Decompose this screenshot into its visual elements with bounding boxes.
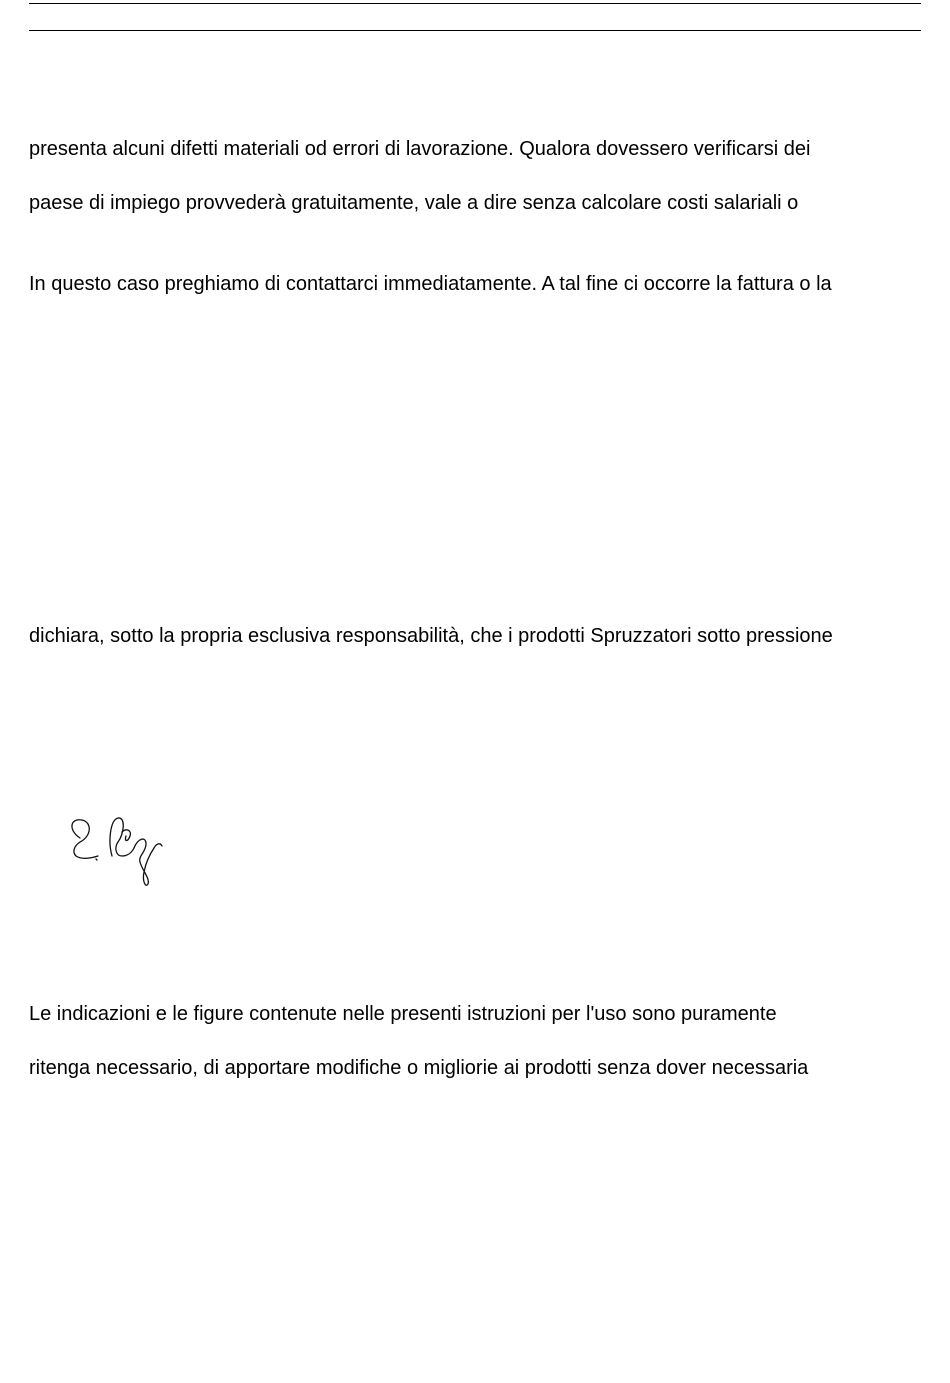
header-rule-bottom [29,30,921,31]
signature-image [62,812,167,892]
text-line-2: paese di impiego provvederà gratuitamente, vale a dire senza calcolare costi salariali o [29,192,799,214]
text-line-1: presenta alcuni difetti materiali od errori di lavorazione. Qualora dovessero verificarsi dei [29,138,811,160]
signature-icon [62,812,167,892]
text-line-4: dichiara, sotto la propria esclusiva responsabilità, che i prodotti Spruzzatori sotto pressione [29,625,833,647]
header-rule-top [29,3,921,4]
text-line-6: ritenga necessario, di apportare modifiche o migliorie ai prodotti senza dover necessaria [29,1057,809,1079]
text-line-3: In questo caso preghiamo di contattarci immediatamente. A tal fine ci occorre la fattura o la [29,273,832,295]
text-line-5: Le indicazioni e le figure contenute nelle presenti istruzioni per l'uso sono puramente [29,1003,777,1025]
